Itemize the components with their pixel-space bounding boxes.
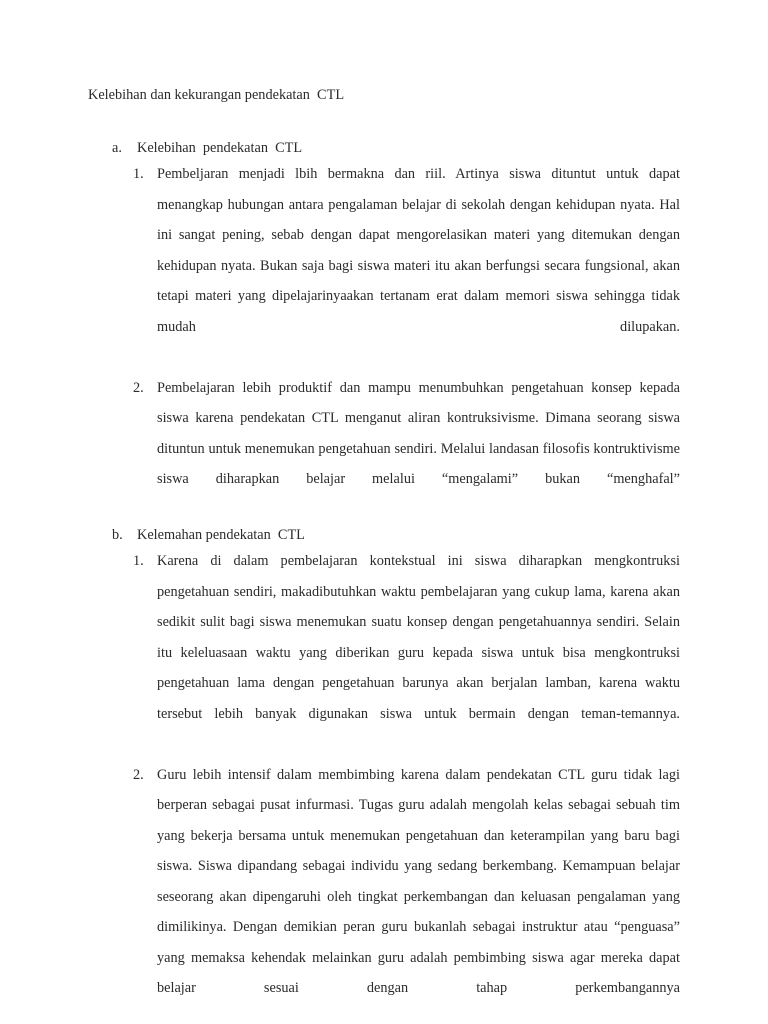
numbered-item-b1	[88, 546, 680, 760]
numbered-item-a2	[88, 373, 680, 526]
paragraph-a1: Pembeljaran menjadi lbih bermakna dan riil. Artinya siswa dituntut untuk dapat menangkap hubungan antara pengalaman belajar di sekolah dengan kehidupan nyata. Hal ini sangat pening, sebab dengan dapat mengorelasikan materi yang ditemukan dengan kehidupan nyata. Bukan saja bagi siswa materi itu akan berfungsi secara fungsional, akan tetapi materi yang dipelajarinyaakan tertanam erat dalam memori siswa sehingga tidak mudah dilupakan.	[157, 166, 680, 335]
paragraph-a2: Pembelajaran lebih produktif dan mampu menumbuhkan pengetahuan konsep kepada siswa karena pendekatan CTL menganut aliran kontruksivisme. Dimana seorang siswa dituntun untuk menemukan pengetahuan sendiri. Melalui landasan filosofis kontruktivisme siswa diharapkan belajar melalui “mengalami” bukan “menghafal”	[157, 379, 680, 488]
lettered-item-b	[88, 525, 680, 546]
numbered-item-b2	[88, 760, 680, 1024]
section-heading-b: Kelemahan pendekatan CTL	[137, 527, 305, 544]
section-kelemahan	[88, 525, 680, 1024]
list-marker-a1: 1.	[133, 166, 144, 183]
paragraph-b2: Guru lebih intensif dalam membimbing karena dalam pendekatan CTL guru tidak lagi berperan sebagai pusat infurmasi. Tugas guru adalah mengolah kelas sebagai sebuah tim yang bekerja bersama untuk menemukan pengetahuan dan keterampilan yang baru bagi siswa. Siswa dipandang sebagai individu yang sedang berkembang. Kemampuan belajar seseorang akan dipengaruhi oleh tingkat perkembangan dan keluasan pengalaman yang dimilikinya. Dengan demikian peran guru bukanlah sebagai instruktur atau “penguasa” yang memaksa kehendak melainkan guru adalah pembimbing siswa agar mereka dapat belajar sesuai dengan tahap perkembangannya	[157, 766, 680, 997]
list-marker-b1: 1.	[133, 553, 144, 570]
list-marker-a2: 2.	[133, 379, 144, 396]
numbered-item-a1	[88, 159, 680, 373]
section-heading-a: Kelebihan pendekatan CTL	[137, 140, 303, 157]
lettered-item-a	[88, 138, 680, 159]
section-kelebihan	[88, 138, 680, 525]
paragraph-b1: Karena di dalam pembelajaran kontekstual ini siswa diharapkan mengkontruksi pengetahuan sendiri, makadibutuhkan waktu pembelajaran yang cukup lama, karena akan sedikit sulit bagi siswa menemukan suatu konsep dengan pengetahuannya sendiri. Selain itu keleluasaan waktu yang diberikan guru kepada siswa untuk bisa mengkontruksi pengetahuan lama dengan pengetahuan barunya akan berjalan lamban, karena waktu tersebut lebih banyak digunakan siswa untuk bermain dengan teman-temannya.	[157, 553, 680, 722]
list-marker-b: b.	[112, 527, 123, 544]
page-title: Kelebihan dan kekurangan pendekatan CTL	[88, 87, 345, 103]
list-marker-a: a.	[112, 140, 122, 157]
list-marker-b2: 2.	[133, 766, 144, 783]
